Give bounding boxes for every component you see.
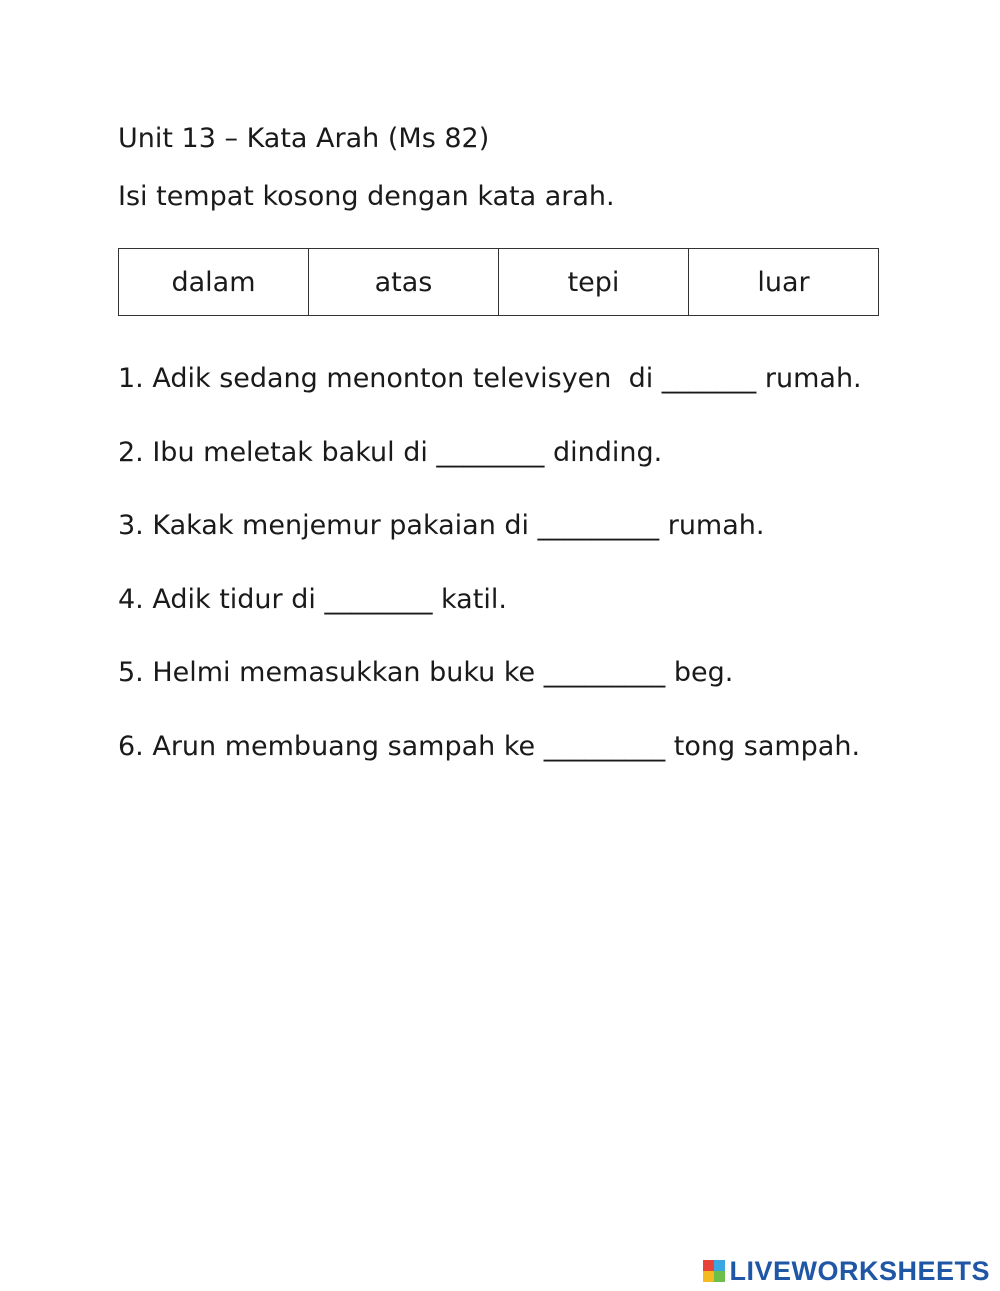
logo-square	[714, 1271, 725, 1282]
word-bank-cell: atas	[309, 249, 499, 316]
logo-square	[703, 1271, 714, 1282]
liveworksheets-logo-icon	[703, 1260, 725, 1282]
word-bank-row	[119, 249, 879, 316]
liveworksheets-logo	[703, 1256, 990, 1286]
question-item: 1. Adik sedang menonton televisyen di _______ rumah.	[118, 363, 862, 394]
page-title: Unit 13 – Kata Arah (Ms 82)	[118, 123, 490, 154]
question-item: 3. Kakak menjemur pakaian di _________ rumah.	[118, 510, 765, 541]
logo-square	[703, 1260, 714, 1271]
word-bank-cell: tepi	[499, 249, 689, 316]
word-bank-cell: luar	[689, 249, 879, 316]
question-list	[118, 362, 918, 803]
word-bank-cell: dalam	[119, 249, 309, 316]
word-bank-table	[118, 248, 879, 316]
logo-text: LIVEWORKSHEETS	[729, 1256, 990, 1286]
instruction-text: Isi tempat kosong dengan kata arah.	[118, 181, 615, 212]
question-item: 2. Ibu meletak bakul di ________ dinding.	[118, 436, 663, 468]
question-item: 4. Adik tidur di ________ katil.	[118, 583, 507, 615]
question-item: 6. Arun membuang sampah ke _________ tong sampah.	[118, 730, 861, 762]
question-item: 5. Helmi memasukkan buku ke _________ beg.	[118, 657, 734, 688]
logo-square	[714, 1260, 725, 1271]
